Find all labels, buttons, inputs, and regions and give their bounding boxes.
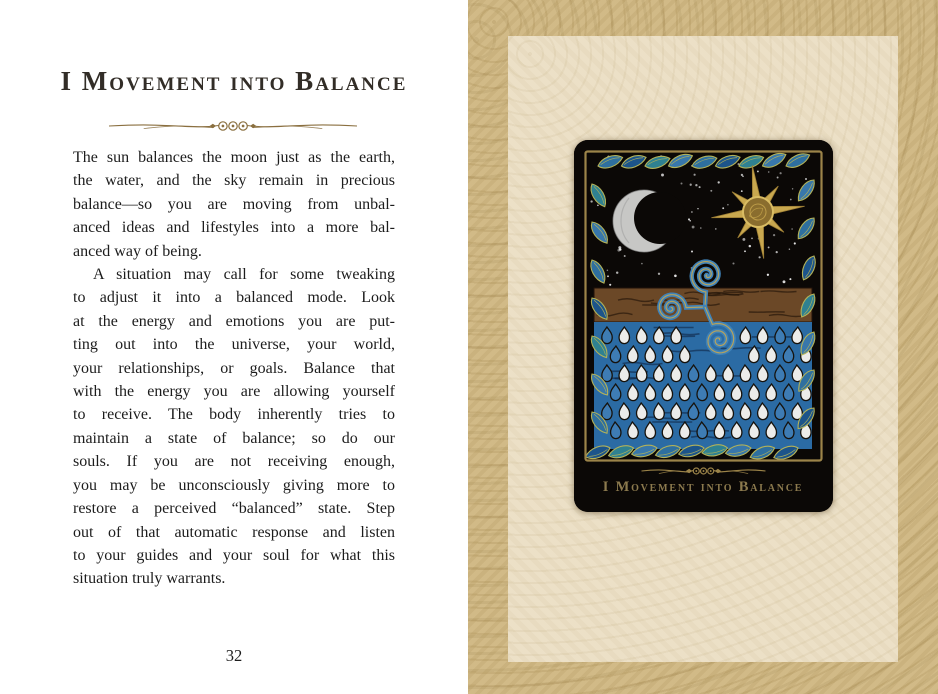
text-line: situation truly warrants. xyxy=(73,570,226,588)
text-line: you may be unconsciously giving more to xyxy=(73,476,395,494)
text-line: to adjust it into a balanced mode. Look xyxy=(73,289,395,307)
text-line: out of that automatic response and listen xyxy=(73,523,395,541)
chapter-heading: I Movement into Balance xyxy=(60,66,408,96)
card-caption: I Movement into Balance xyxy=(602,479,804,495)
text-line: souls. If you are not receiving enough, xyxy=(73,453,395,471)
text-line: to receive. The body inherently tries to xyxy=(73,406,395,424)
text-line: to your guides and your soul for what this xyxy=(73,546,395,564)
left-page xyxy=(0,0,468,694)
right-page-inner-panel xyxy=(508,36,898,662)
tarot-card xyxy=(574,140,833,512)
right-page xyxy=(468,0,938,694)
paragraph-1 xyxy=(73,146,395,263)
divider-flourish-icon xyxy=(103,115,363,137)
text-line: with the energy you are allowing yourself xyxy=(73,383,395,401)
text-line: your relationships, or goals. Balance that xyxy=(73,359,395,377)
text-line: restore a perceived “balanced” state. Step xyxy=(73,500,395,518)
text-line: the water, and the sky remain in precious xyxy=(73,172,395,190)
chapter-body-text xyxy=(73,146,395,591)
text-line: anced ideas and lifestyles into a more bal- xyxy=(73,219,395,237)
text-line: balance—so you are moving from unbal- xyxy=(73,195,395,213)
text-line: anced way of being. xyxy=(73,242,202,260)
text-line: The sun balances the moon just as the earth, xyxy=(73,149,395,166)
page-number: 32 xyxy=(225,646,243,665)
text-line: A situation may call for some tweaking xyxy=(93,266,395,284)
paragraph-2 xyxy=(73,263,395,591)
card-artwork xyxy=(574,140,833,512)
text-line: ting out into the universe, your world, xyxy=(73,336,395,354)
text-line: at the energy and emotions you are put- xyxy=(73,312,395,330)
text-line: maintain a state of balance; so do our xyxy=(73,429,395,447)
